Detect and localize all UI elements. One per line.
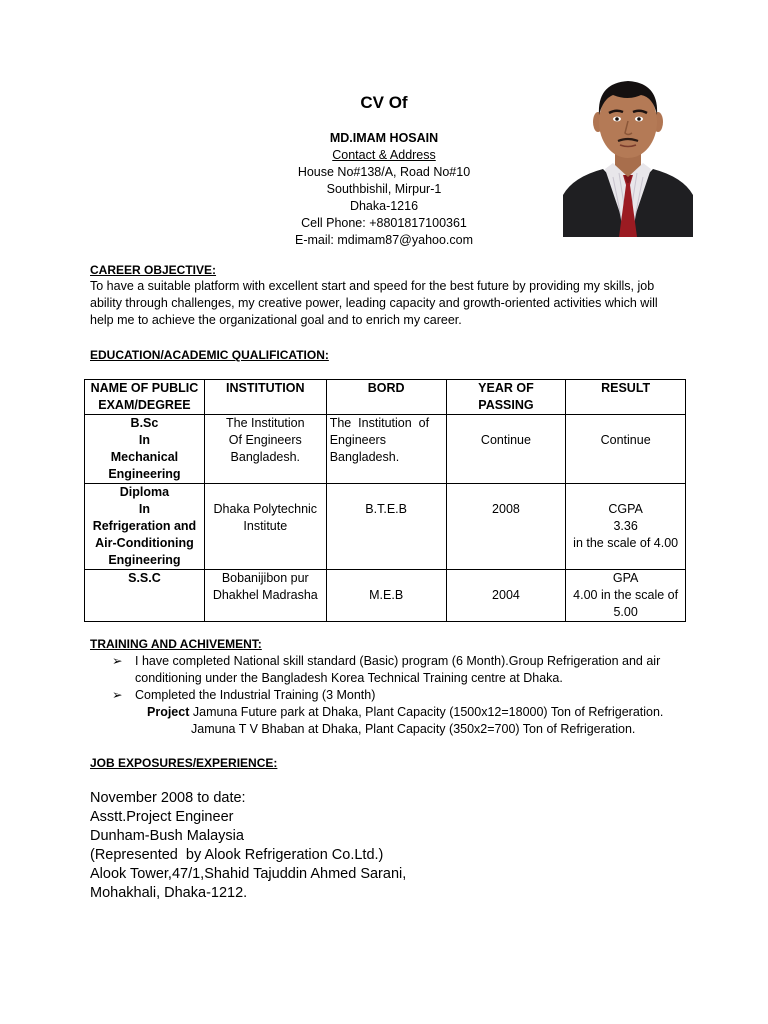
address-line: House No#138/A, Road No#10	[297, 165, 471, 179]
email-line: E-mail: mdimam87@yahoo.com	[294, 233, 474, 247]
col-header-bord: BORD	[326, 380, 446, 415]
table-header-row	[85, 380, 686, 415]
experience-line: Dunham-Bush Malaysia	[90, 828, 244, 844]
result-cell: CGPA 3.36 in the scale of 4.00	[566, 484, 686, 570]
year-cell: 2004	[446, 570, 566, 622]
career-objective-text	[90, 278, 690, 329]
institution-cell: Bobanijibon pur Dhakhel Madrasha	[204, 570, 326, 622]
address-line: Southbishil, Mirpur-1	[326, 182, 442, 196]
contact-block	[184, 130, 584, 249]
table-row	[85, 415, 686, 484]
project-line-1: Project Jamuna Future park at Dhaka, Plant Capacity (1500x12=18000) Ton of Refrigeration.	[147, 705, 664, 719]
exam-cell: B.Sc In Mechanical Engineering	[85, 415, 205, 484]
project-label: Project	[147, 705, 190, 719]
list-item: ➢ Completed the Industrial Training (3 Month)	[112, 688, 376, 702]
training-heading: TRAINING AND ACHIVEMENT:	[90, 637, 262, 651]
education-table	[84, 379, 686, 622]
portrait-illustration	[563, 77, 693, 237]
institution-cell: The Institution Of Engineers Bangladesh.	[204, 415, 326, 484]
arrow-bullet-icon: ➢	[112, 654, 123, 668]
col-header-result: RESULT	[566, 380, 686, 415]
exam-cell: Diploma In Refrigeration and Air-Conditioning Engineering	[85, 484, 205, 570]
col-header-institution: INSTITUTION	[204, 380, 326, 415]
result-cell: GPA 4.00 in the scale of 5.00	[566, 570, 686, 622]
career-line: To have a suitable platform with excellent start and speed for the best future by providing my skills, job	[90, 279, 655, 293]
experience-line: Alook Tower,47/1,Shahid Tajuddin Ahmed Sarani,	[90, 866, 407, 882]
list-item: ➢ I have completed National skill standard (Basic) program (6 Month).Group Refrigeration and air conditioning under the Bangladesh Korea Technical Training centre at Dhaka.	[112, 654, 661, 685]
year-cell: Continue	[446, 415, 566, 484]
training-list	[112, 653, 692, 704]
bord-cell: The Institution of Engineers Bangladesh.	[326, 415, 446, 484]
experience-heading: JOB EXPOSURES/EXPERIENCE:	[90, 756, 278, 770]
career-line: help me to achieve the organizational goal and to enrich my career.	[90, 313, 462, 327]
career-objective-heading: CAREER OBJECTIVE:	[90, 263, 217, 277]
cv-title: CV Of	[360, 93, 408, 112]
institution-cell: Dhaka Polytechnic Institute	[204, 484, 326, 570]
profile-photo	[563, 77, 693, 237]
contact-heading: Contact & Address	[332, 148, 436, 162]
col-header-exam: NAME OF PUBLIC EXAM/DEGREE	[85, 380, 205, 415]
career-line: ability through challenges, my creative power, leading capacity and growth-oriented activities which will	[90, 296, 658, 310]
experience-line: Mohakhali, Dhaka-1212.	[90, 885, 248, 901]
table-row	[85, 484, 686, 570]
project-line-2: Jamuna T V Bhaban at Dhaka, Plant Capacity (350x2=700) Ton of Refrigeration.	[191, 722, 636, 736]
experience-line: Asstt.Project Engineer	[90, 809, 234, 825]
phone-line: Cell Phone: +8801817100361	[301, 216, 467, 230]
col-header-year: YEAR OF PASSING	[446, 380, 566, 415]
experience-block	[90, 789, 406, 903]
experience-line: (Represented by Alook Refrigeration Co.Ltd.)	[90, 847, 384, 863]
result-cell: Continue	[566, 415, 686, 484]
education-heading: EDUCATION/ACADEMIC QUALIFICATION:	[90, 348, 329, 362]
arrow-bullet-icon: ➢	[112, 688, 123, 702]
bord-cell: B.T.E.B	[326, 484, 446, 570]
experience-line: November 2008 to date:	[90, 790, 246, 806]
exam-cell: S.S.C	[85, 570, 205, 622]
table-row	[85, 570, 686, 622]
candidate-name: MD.IMAM HOSAIN	[329, 131, 439, 145]
bord-cell: M.E.B	[326, 570, 446, 622]
address-line: Dhaka-1216	[349, 199, 419, 213]
year-cell: 2008	[446, 484, 566, 570]
